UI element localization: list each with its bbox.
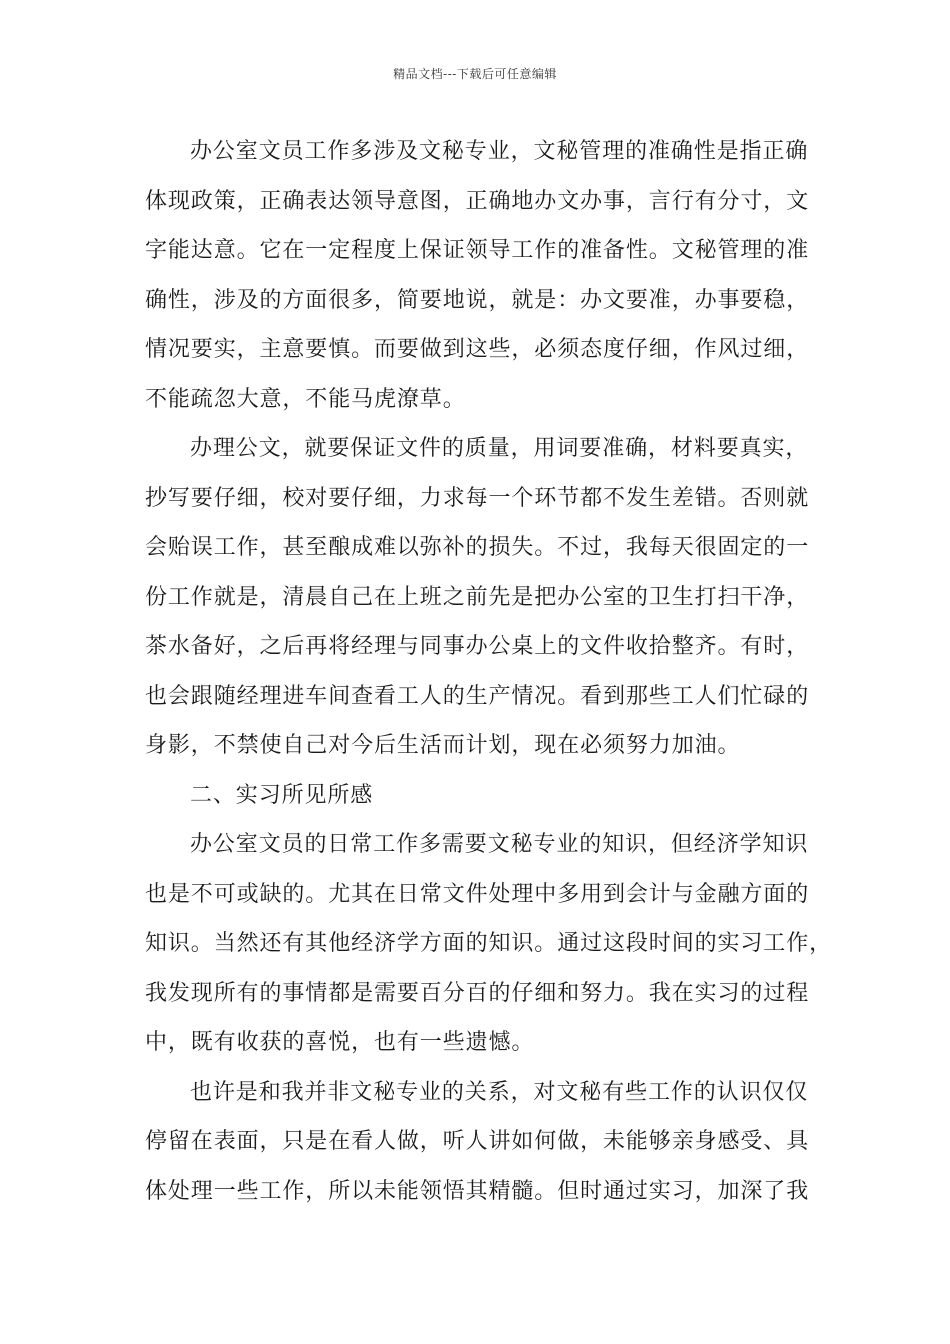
text-line: 体现政策，正确表达领导意图，正确地办文办事，言行有分寸，文 bbox=[145, 188, 810, 214]
text-line: 办公室文员工作多涉及文秘专业，文秘管理的准确性是指正确 bbox=[190, 139, 809, 164]
text-line: 也会跟随经理进车间查看工人的生产情况。看到那些工人们忙碌的 bbox=[145, 683, 810, 709]
text-line: 不能疏忽大意，不能马虎潦草。 bbox=[145, 386, 466, 412]
page-header: 精品文档---下载后可任意编辑 bbox=[393, 67, 557, 81]
text-line: 体处理一些工作，所以未能领悟其精髓。但时通过实习，加深了我 bbox=[145, 1178, 810, 1204]
text-line: 办公室文员的日常工作多需要文秘专业的知识，但经济学知识 bbox=[190, 832, 809, 857]
text-line: 身影，不禁使自己对今后生活而计划，现在必须努力加油。 bbox=[145, 733, 741, 758]
text-line: 办理公文，就要保证文件的质量，用词要准确，材料要真实， bbox=[190, 436, 809, 461]
text-line: 确性，涉及的方面很多，简要地说，就是：办文要准，办事要稳， bbox=[145, 287, 810, 313]
text-line: 也是不可或缺的。尤其在日常文件处理中多用到会计与金融方面的 bbox=[145, 881, 810, 907]
text-line: 我发现所有的事情都是需要百分百的仔细和努力。我在实习的过程 bbox=[145, 980, 810, 1006]
text-line: 情况要实，主意要慎。而要做到这些，必须态度仔细，作风过细， bbox=[145, 337, 810, 362]
text-line: 停留在表面，只是在看人做，听人讲如何做，未能够亲身感受、具 bbox=[145, 1129, 810, 1154]
text-line: 抄写要仔细，校对要仔细，力求每一个环节都不发生差错。否则就 bbox=[145, 485, 810, 511]
text-line: 茶水备好，之后再将经理与同事办公桌上的文件收拾整齐。有时， bbox=[145, 634, 810, 659]
text-line: 中，既有收获的喜悦，也有一些遗憾。 bbox=[145, 1030, 535, 1055]
text-line: 知识。当然还有其他经济学方面的知识。通过这段时间的实习工作， bbox=[145, 931, 833, 956]
text-line: 会贻误工作，甚至酿成难以弥补的损失。不过，我每天很固定的一 bbox=[145, 535, 810, 560]
text-line: 份工作就是，清晨自己在上班之前先是把办公室的卫生打扫干净， bbox=[145, 584, 810, 610]
text-line: 也许是和我并非文秘专业的关系，对文秘有些工作的认识仅仅 bbox=[190, 1079, 809, 1105]
text-line: 字能达意。它在一定程度上保证领导工作的准备性。文秘管理的准 bbox=[145, 238, 810, 263]
section-heading: 二、实习所见所感 bbox=[190, 782, 374, 808]
document-body bbox=[145, 127, 833, 1216]
